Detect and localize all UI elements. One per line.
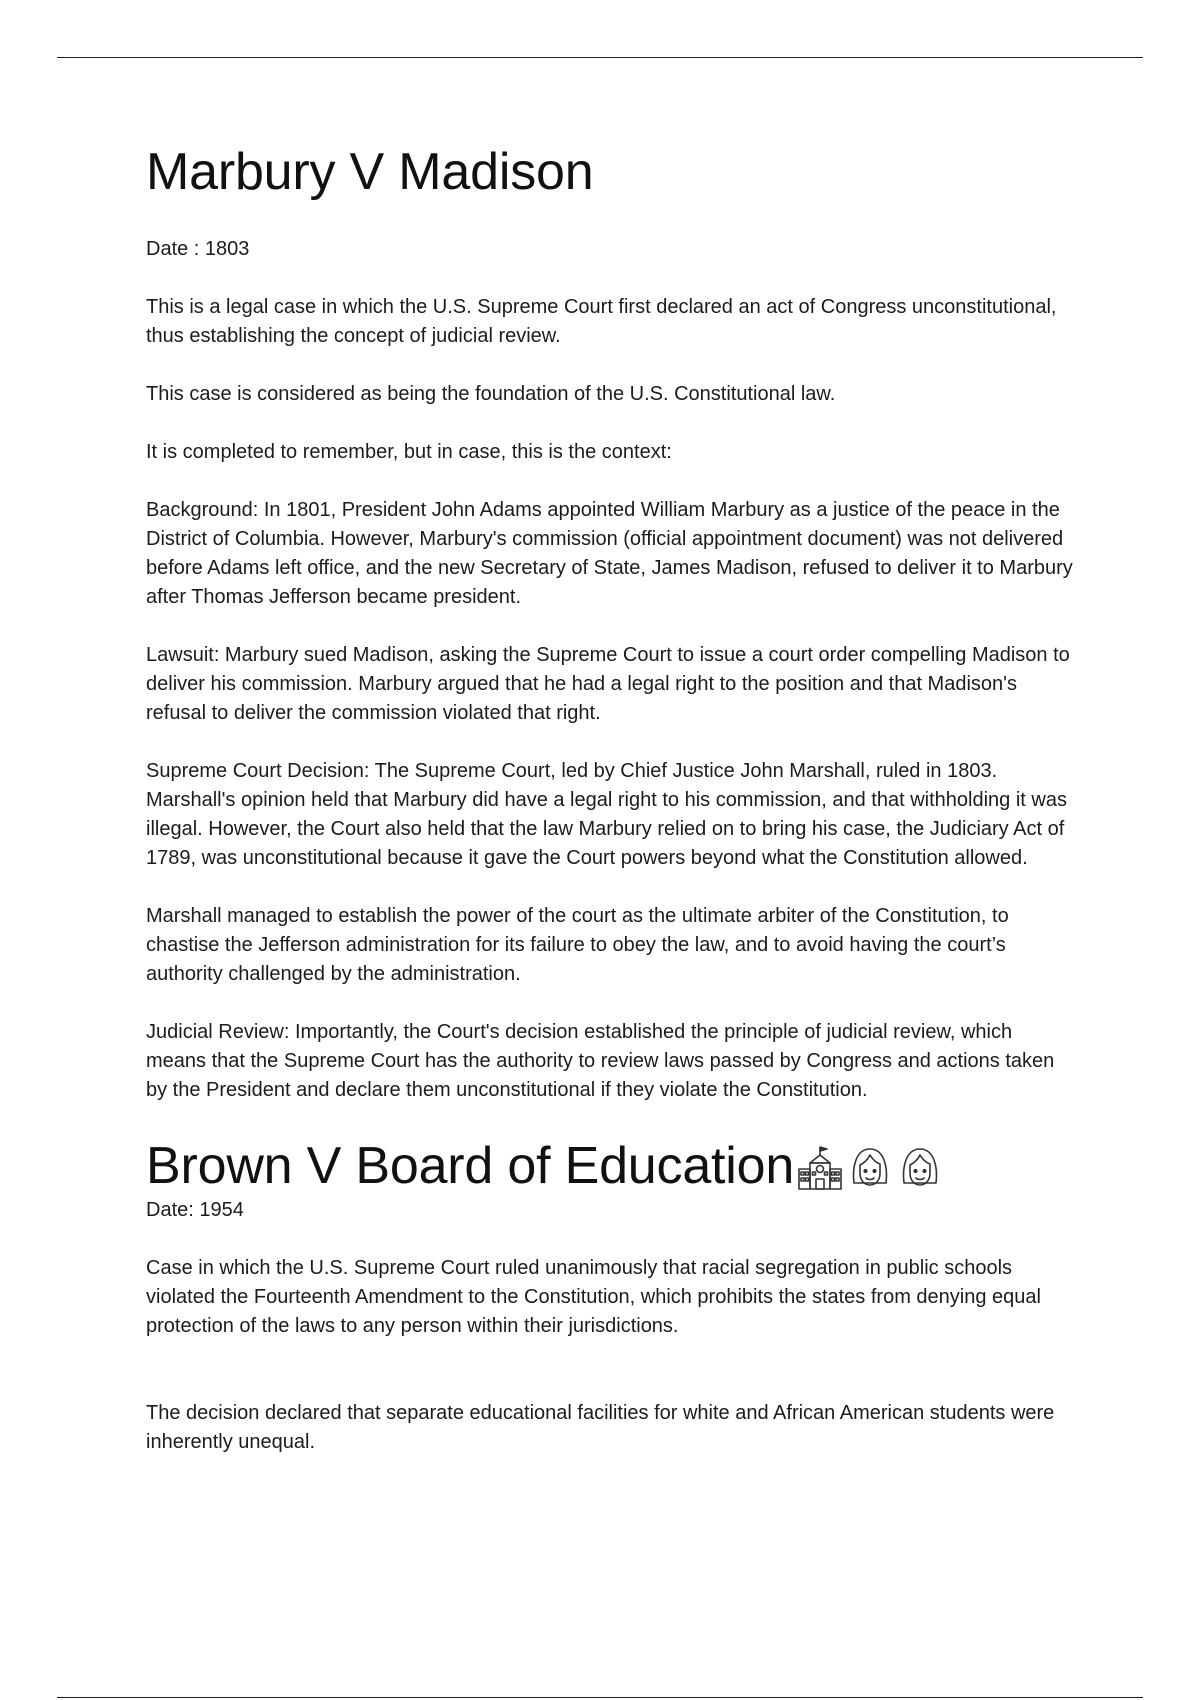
bottom-rule (57, 1697, 1143, 1698)
paragraph-lawsuit: Lawsuit: Marbury sued Madison, asking the Supreme Court to issue a court order compelling Madison to deliver his commission. Marbury argued that he had a legal right to the position and that Madison's refusal to deliver the commission violated that right. (146, 644, 1070, 724)
woman-face-icon (846, 1143, 894, 1191)
title-emoji-group (796, 1134, 946, 1194)
section-title-row (146, 1134, 1076, 1196)
paragraph-context-intro: It is completed to remember, but in case, this is the context: (146, 441, 672, 463)
document-body (146, 142, 1076, 1486)
section-title: Marbury V Madison (146, 143, 594, 201)
top-rule (57, 57, 1143, 58)
paragraph-foundation: This case is considered as being the foundation of the U.S. Constitutional law. (146, 383, 836, 405)
section-date: Date: 1954 (146, 1199, 244, 1221)
section-title: Brown V Board of Education (146, 1137, 795, 1195)
paragraph-decision: The decision declared that separate educational facilities for white and African American students were inherently unequal. (146, 1402, 1055, 1453)
paragraph-background: Background: In 1801, President John Adams appointed William Marbury as a justice of the peace in the District of Columbia. However, Marbury's commission (official appointment document) was not delivered before Adams left office, and the new Secretary of State, James Madison, refused to deliver it to Marbury after Thomas Jefferson became president. (146, 499, 1073, 608)
paragraph-decision: Supreme Court Decision: The Supreme Court, led by Chief Justice John Marshall, ruled in 1803. Marshall's opinion held that Marbury did have a legal right to his commission, and that withholding it was illegal. However, the Court also held that the law Marbury relied on to bring his case, the Judiciary Act of 1789, was unconstitutional because it gave the Court powers beyond what the Constitution allowed. (146, 760, 1067, 869)
section-date: Date : 1803 (146, 238, 250, 260)
section-brown-v-board (146, 1134, 1076, 1457)
section-marbury-v-madison (146, 142, 1076, 1105)
paragraph-marshall: Marshall managed to establish the power of the court as the ultimate arbiter of the Constitution, to chastise the Jefferson administration for its failure to obey the law, and to avoid having the court’s authority challenged by the administration. (146, 905, 1009, 985)
school-icon (796, 1143, 844, 1191)
woman-face-icon (896, 1143, 944, 1191)
paragraph-judicial-review: Judicial Review: Importantly, the Court's decision established the principle of judicial review, which means that the Supreme Court has the authority to review laws passed by Congress and actions taken by the President and declare them unconstitutional if they violate the Constitution. (146, 1021, 1055, 1101)
paragraph-summary: Case in which the U.S. Supreme Court ruled unanimously that racial segregation in public schools violated the Fourteenth Amendment to the Constitution, which prohibits the states from denying equal protection of the laws to any person within their jurisdictions. (146, 1257, 1041, 1337)
paragraph-summary: This is a legal case in which the U.S. Supreme Court first declared an act of Congress unconstitutional, thus establishing the concept of judicial review. (146, 296, 1057, 347)
